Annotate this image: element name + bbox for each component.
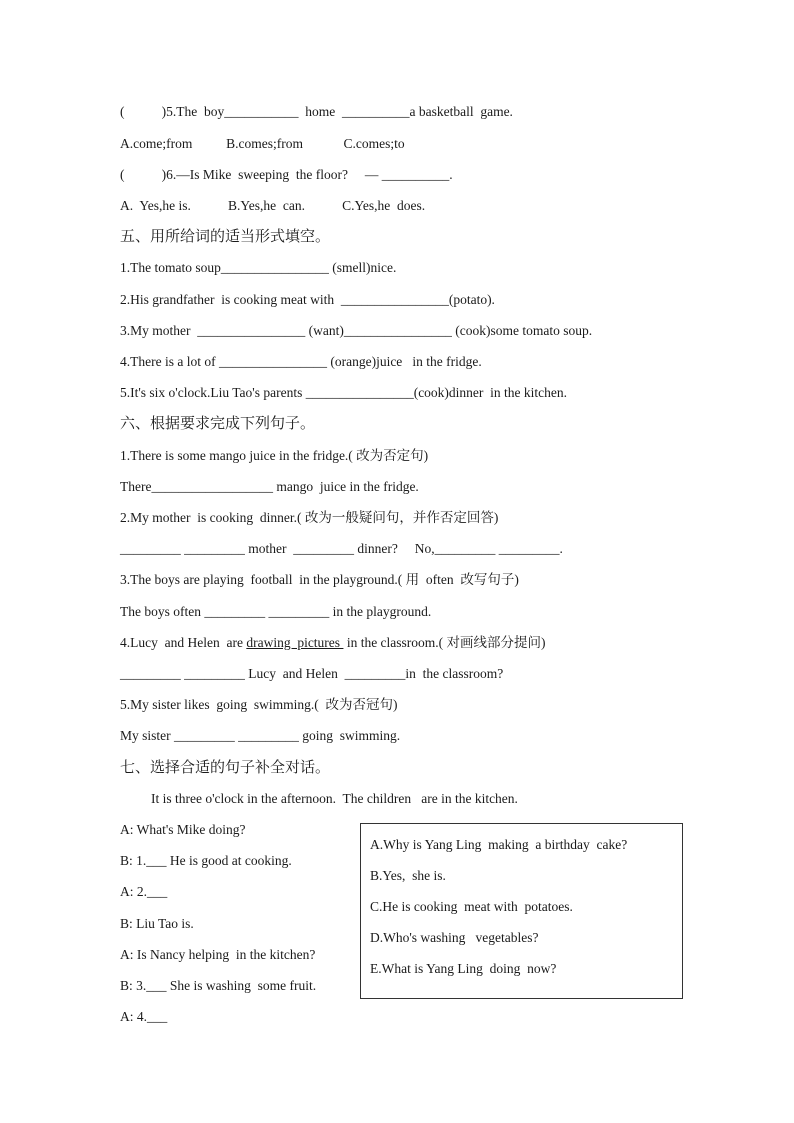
item4-underlined: drawing pictures <box>246 635 344 650</box>
section-6-item: There__________________ mango juice in the fridge. <box>120 479 419 494</box>
item4-prefix: 4.Lucy and Helen are <box>120 635 247 650</box>
section-5-title: 五、用所给词的适当形式填空。 <box>120 227 331 245</box>
section-6-item: _________ _________ Lucy and Helen _________in the classroom? <box>120 666 504 681</box>
section-7-intro: It is three o'clock in the afternoon. The children are in the kitchen. <box>151 791 518 806</box>
section-6-item: 1.There is some mango juice in the fridge.( 改为否定句) <box>120 448 429 463</box>
section-5-item: 2.His grandfather is cooking meat with ________________(potato). <box>120 292 495 307</box>
question-6-options: A. Yes,he is. B.Yes,he can. C.Yes,he does. <box>120 198 426 213</box>
section-7-title: 七、选择合适的句子补全对话。 <box>120 758 331 776</box>
question-6: ( )6.—Is Mike sweeping the floor? — __________. <box>120 167 453 182</box>
option-item: C.He is cooking meat with potatoes. <box>370 899 573 914</box>
section-6-item: 3.The boys are playing football in the playground.( 用 often 改写句子) <box>120 572 519 587</box>
section-6-item: _________ _________ mother _________ dinner? No,_________ _________. <box>120 541 563 556</box>
option-item: B.Yes, she is. <box>370 868 446 883</box>
dialogue-line: B: Liu Tao is. <box>120 916 194 931</box>
dialogue-line: B: 3.___ She is washing some fruit. <box>120 978 317 993</box>
option-item: D.Who's washing vegetables? <box>370 930 539 945</box>
section-5-item: 4.There is a lot of ________________ (orange)juice in the fridge. <box>120 354 482 369</box>
section-6-item: The boys often _________ _________ in the playground. <box>120 604 432 619</box>
question-5-options: A.come;from B.comes;from C.comes;to <box>120 136 405 151</box>
dialogue-line: B: 1.___ He is good at cooking. <box>120 853 292 868</box>
item4-suffix: in the classroom.( 对画线部分提问) <box>343 635 546 650</box>
option-item: E.What is Yang Ling doing now? <box>370 961 557 976</box>
dialogue-line: A: 4.___ <box>120 1009 168 1024</box>
dialogue-line: A: Is Nancy helping in the kitchen? <box>120 947 316 962</box>
section-5-item: 1.The tomato soup________________ (smell)nice. <box>120 260 397 275</box>
section-6-item: 5.My sister likes going swimming.( 改为否冠句) <box>120 697 398 712</box>
section-6-item: My sister _________ _________ going swimming. <box>120 728 401 743</box>
section-6-item: 2.My mother is cooking dinner.( 改为一般疑问句，并作否定回答) <box>120 510 499 525</box>
section-6-title: 六、根据要求完成下列句子。 <box>120 414 316 432</box>
section-6-item-4 <box>120 634 546 652</box>
dialogue-line: A: 2.___ <box>120 884 168 899</box>
section-5-item: 5.It's six o'clock.Liu Tao's parents ________________(cook)dinner in the kitchen. <box>120 385 568 400</box>
dialogue-line: A: What's Mike doing? <box>120 822 246 837</box>
section-5-item: 3.My mother ________________ (want)________________ (cook)some tomato soup. <box>120 323 593 338</box>
question-5: ( )5.The boy___________ home __________a basketball game. <box>120 104 513 119</box>
option-item: A.Why is Yang Ling making a birthday cake? <box>370 837 628 852</box>
